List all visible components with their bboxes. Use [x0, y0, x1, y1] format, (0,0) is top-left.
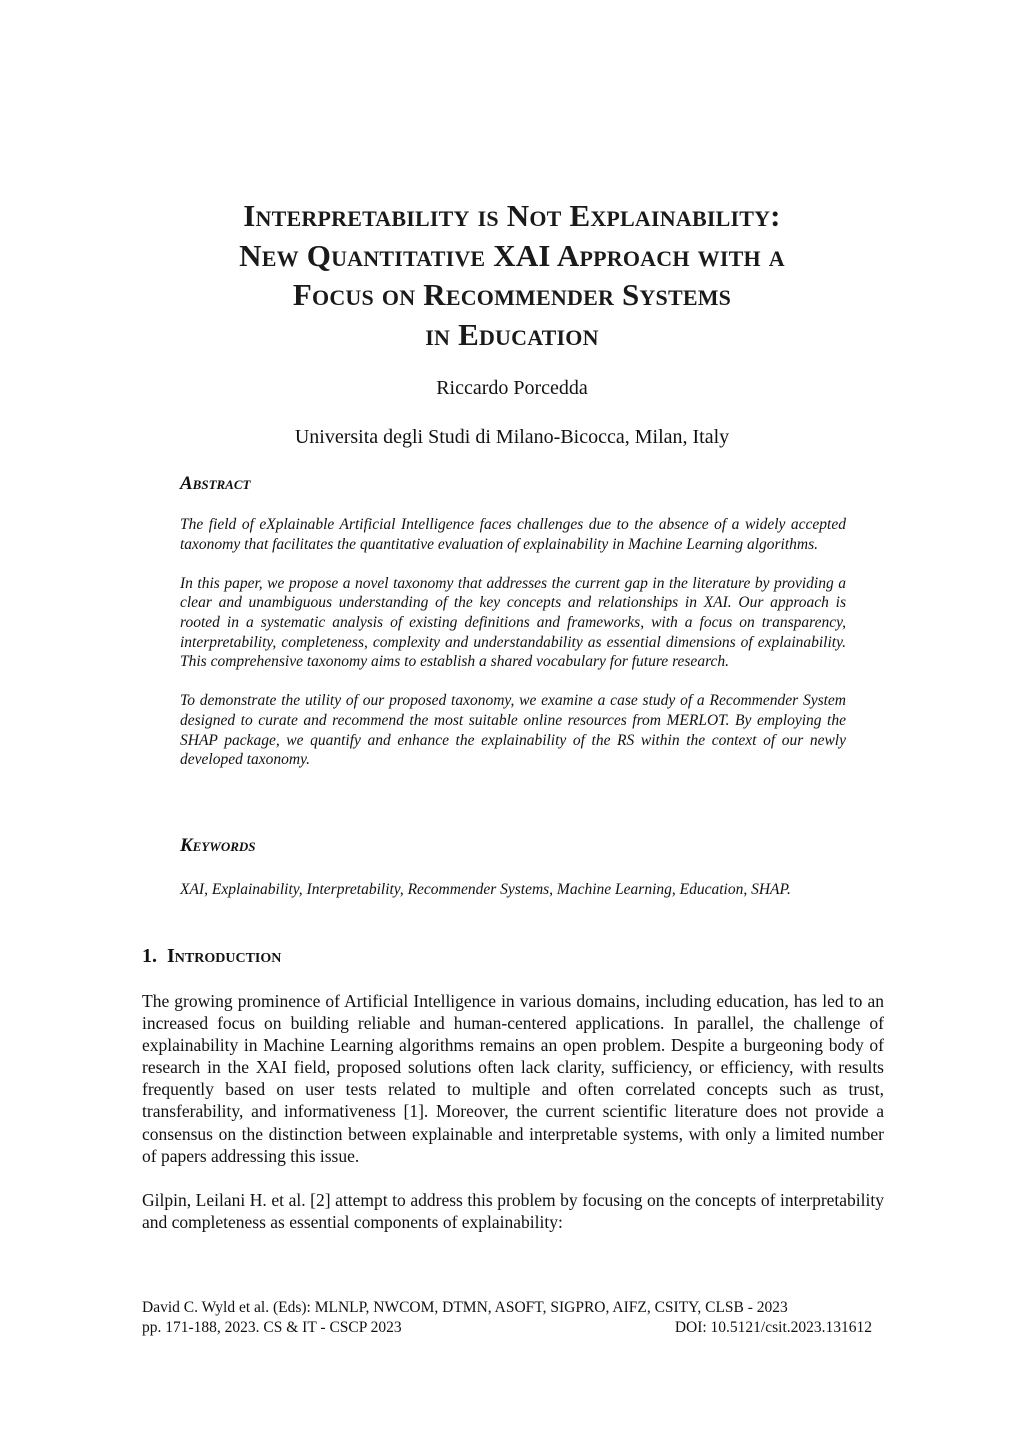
- title-line: in Education: [425, 316, 599, 352]
- author-affiliation: Universita degli Studi di Milano-Bicocca, Milan, Italy: [294, 426, 730, 448]
- abstract-paragraph: To demonstrate the utility of our proposed taxonomy, we examine a case study of a Recommender System designed to curate and recommend the most suitable online resources from MERLOT. By employing the SHAP package, we quantify and enhance the explainability of the RS within the context of our newly developed taxonomy.: [180, 692, 846, 769]
- section-number: 1.: [142, 945, 157, 967]
- title-line: New Quantitative XAI Approach with a: [239, 237, 785, 273]
- footer-pages: pp. 171-188, 2023. CS & IT - CSCP 2023: [142, 1319, 402, 1336]
- paper-title: [120, 196, 904, 354]
- abstract-paragraph: In this paper, we propose a novel taxonomy that addresses the current gap in the literature by providing a clear and unambiguous understanding of the key concepts and relationships in XAI. Our approach is rooted in a systematic analysis of existing definitions and frameworks, with a focus on transparency, interpretability, completeness, complexity and understandability as essential dimensions of explainability. This comprehensive taxonomy aims to establish a shared vocabulary for future research.: [180, 574, 846, 671]
- page-footer: [142, 1298, 872, 1338]
- body-paragraph: The growing prominence of Artificial Intelligence in various domains, including education, has led to an increased focus on building reliable and human-centered applications. In parallel, the challenge of explainability in Machine Learning algorithms remains an open problem. Despite a burgeoning body of research in the XAI field, proposed solutions often lack clarity, sufficiency, or efficiency, with results frequently based on user tests related to multiple and often correlated concepts such as trust, transferability, and informativeness [1]. Moreover, the current scientific literature does not provide a consensus on the distinction between explainable and interpretable systems, with only a limited number of papers addressing this issue.: [142, 991, 884, 1166]
- title-line: Focus on Recommender Systems: [292, 277, 732, 312]
- keywords-text: XAI, Explainability, Interpretability, Recommender Systems, Machine Learning, Education, SHAP.: [180, 881, 791, 898]
- footer-doi: DOI: 10.5121/csit.2023.131612: [674, 1319, 872, 1336]
- section-heading-introduction: [142, 943, 281, 969]
- section-title: Introduction: [167, 945, 282, 967]
- author-name: Riccardo Porcedda: [436, 377, 588, 399]
- title-line: Interpretability is Not Explainability:: [243, 198, 781, 233]
- keywords-heading: Keywords: [180, 835, 256, 856]
- abstract-heading: Abstract: [180, 473, 251, 494]
- introduction-body: [142, 990, 884, 1255]
- abstract-paragraph: The field of eXplainable Artificial Intelligence faces challenges due to the absence of a widely accepted taxonomy that facilitates the quantitative evaluation of explainability in Machine Learning algorithms.: [180, 516, 846, 553]
- abstract-body: [180, 515, 846, 789]
- body-paragraph: Gilpin, Leilani H. et al. [2] attempt to address this problem by focusing on the concepts of interpretability and completeness as essential components of explainability:: [142, 1189, 884, 1232]
- footer-proceedings: David C. Wyld et al. (Eds): MLNLP, NWCOM, DTMN, ASOFT, SIGPRO, AIFZ, CSITY, CLSB - 2023: [142, 1299, 788, 1316]
